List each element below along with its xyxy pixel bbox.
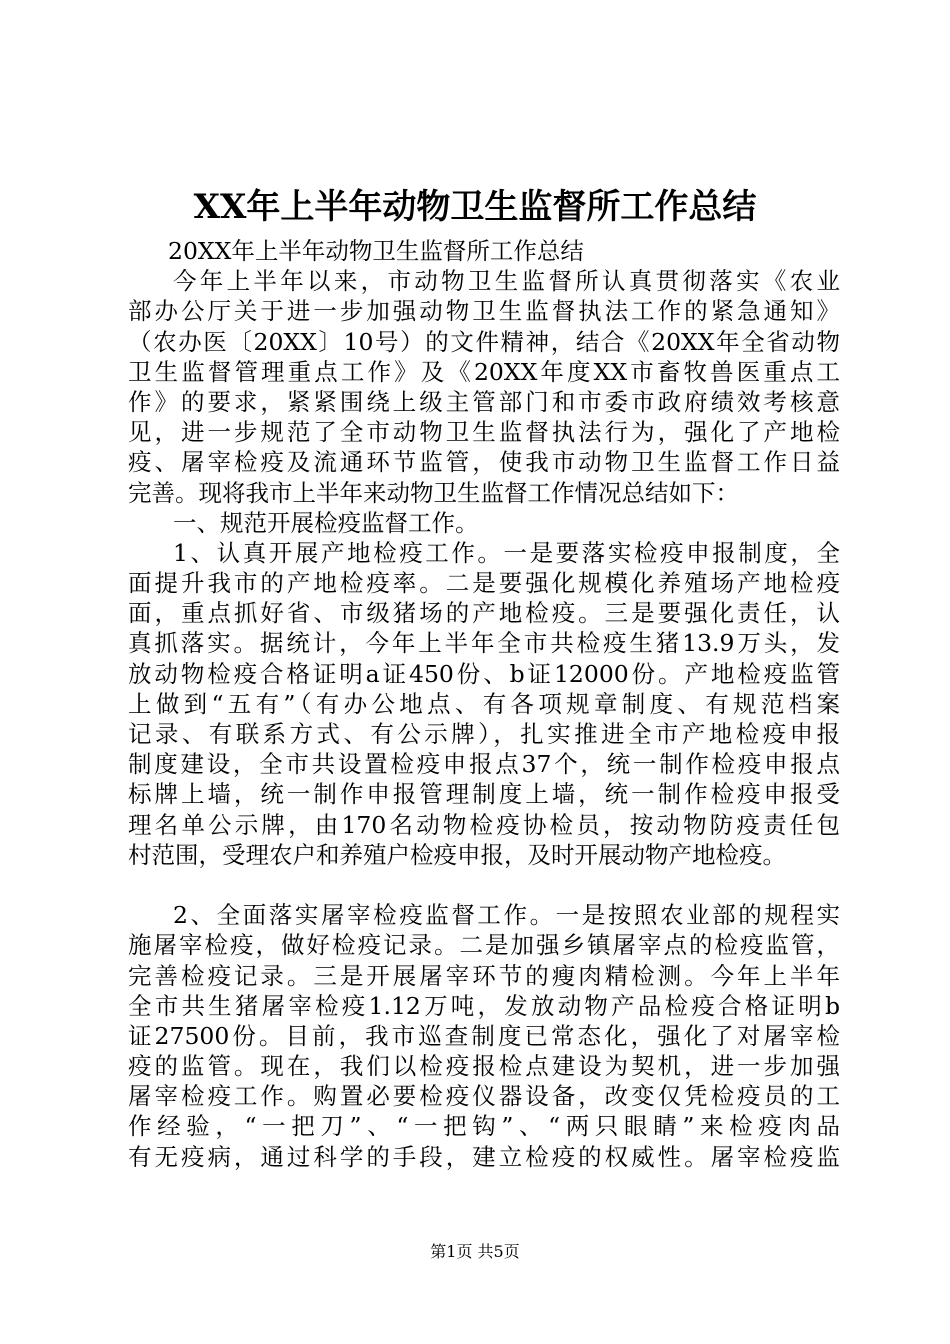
text-line: 疫的监管。现在，我们以检疫报检点建设为契机，进一步加强 [128,1052,840,1081]
text-line: 完善。现将我市上半年来动物卫生监督工作情况总结如下： [128,478,739,507]
text-line: 完善检疫记录。三是开展屠宰环节的瘦肉精检测。今年上半年 [128,961,840,990]
text-line: 作经验，“一把刀”、“一把钩”、“两只眼睛”来检疫肉品 [128,1112,840,1141]
text-line: 疫、屠宰检疫及流通环节监管，使我市动物卫生监督工作日益 [128,448,840,477]
text-line: 标牌上墙，统一制作申报管理制度上墙，统一制作检疫申报受 [128,780,840,809]
text-line: 见，进一步规范了全市动物卫生监督执法行为，强化了产地检 [128,418,840,447]
text-line: 1、认真开展产地检疫工作。一是要落实检疫申报制度，全 [173,538,840,567]
text-line: 2、全面落实屠宰检疫监督工作。一是按照农业部的规程实 [173,901,840,930]
text-line: 面，重点抓好省、市级猪场的产地检疫。三是要强化责任，认 [128,599,840,628]
text-line: 上做到“五有”（有办公地点、有各项规章制度、有规范档案 [128,689,840,718]
text-line: （农办医〔20XX〕10号）的文件精神，结合《20XX年全省动物 [128,327,840,356]
text-line: 放动物检疫合格证明a证450份、b证12000份。产地检疫监管 [128,659,840,688]
text-line: 部办公厅关于进一步加强动物卫生监督执法工作的紧急通知》 [128,297,840,326]
text-line: 屠宰检疫工作。购置必要检疫仪器设备，改变仅凭检疫员的工 [128,1082,840,1111]
text-line: 有无疫病，通过科学的手段，建立检疫的权威性。屠宰检疫监 [128,1142,840,1171]
text-line: 卫生监督管理重点工作》及《20XX年度XX市畜牧兽医重点工 [128,357,840,386]
document-title: XX年上半年动物卫生监督所工作总结 [193,187,757,227]
text-line: 制度建设，全市共设置检疫申报点37个，统一制作检疫申报点 [128,750,840,779]
text-line: 记录、有联系方式、有公示牌），扎实推进全市产地检疫申报 [128,720,840,748]
blank-line [128,870,840,900]
page-footer: 第1页 共5页 [430,1242,520,1261]
text-line: 作》的要求，紧紧围绕上级主管部门和市委市政府绩效考核意 [128,387,840,416]
text-line: 一、规范开展检疫监督工作。 [173,508,479,537]
text-line: 面提升我市的产地检疫率。二是要强化规模化养殖场产地检疫 [128,569,840,598]
text-line: 真抓落实。据统计，今年上半年全市共检疫生猪13.9万头，发 [128,629,840,658]
text-line: 村范围，受理农户和养殖户检疫申报，及时开展动物产地检疫。 [128,840,786,869]
document-body [128,236,840,1172]
text-line: 20XX年上半年动物卫生监督所工作总结 [168,237,584,265]
text-line: 施屠宰检疫，做好检疫记录。二是加强乡镇屠宰点的检疫监管， [128,931,840,960]
text-line: 理名单公示牌，由170名动物检疫协检员，按动物防疫责任包 [128,810,840,839]
text-line: 今年上半年以来，市动物卫生监督所认真贯彻落实《农业 [173,267,840,296]
text-line: 证27500份。目前，我市巡查制度已常态化，强化了对屠宰检 [128,1021,840,1050]
text-line: 全市共生猪屠宰检疫1.12万吨，发放动物产品检疫合格证明b [128,991,840,1020]
